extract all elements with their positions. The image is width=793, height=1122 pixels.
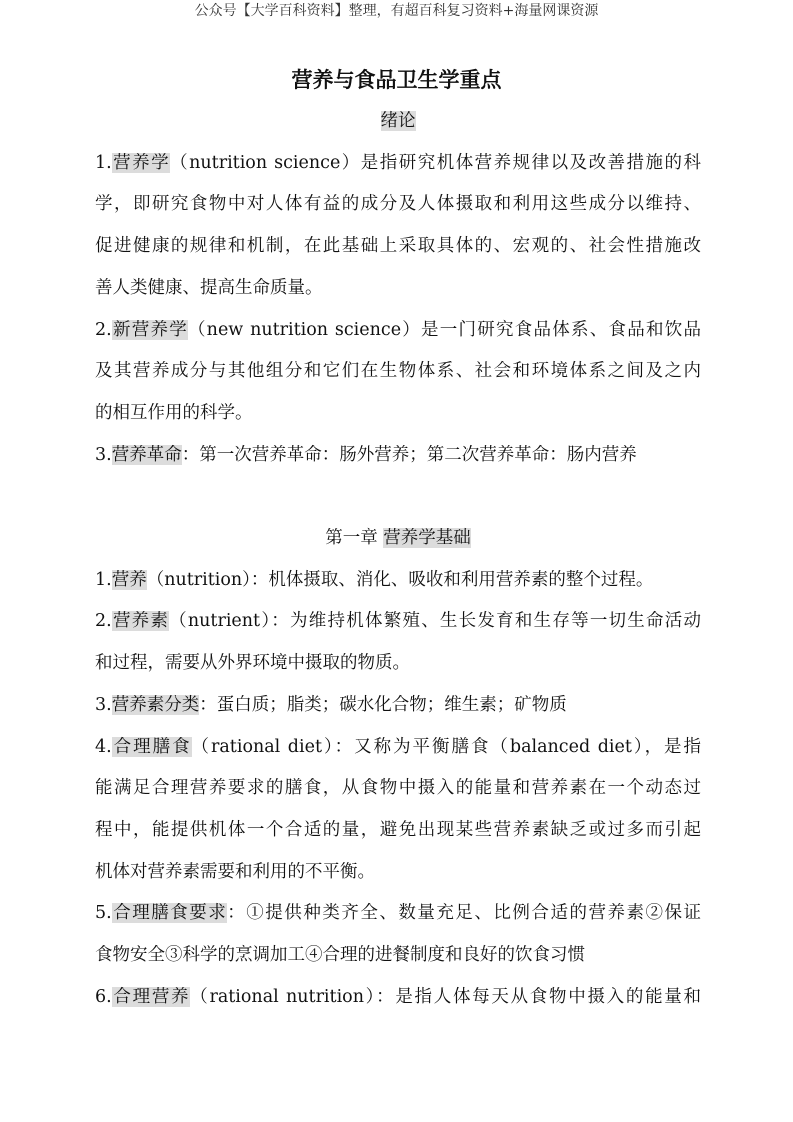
item-term: 营养素: [111, 611, 170, 632]
item-text: （nutrition）：机体摄取、消化、吸收和利用营养素的整个过程。: [146, 569, 654, 590]
item-text: 善人类健康、提高生命质量。: [95, 277, 323, 298]
item-number: 2.: [95, 611, 112, 632]
item-text: ：①提供种类齐全、数量充足、比例合适的营养素②保证: [227, 903, 702, 924]
intro-item-1: [95, 143, 701, 310]
item-number: 4.: [95, 736, 112, 757]
item-text: （nutrient）：为维持机体繁殖、生长发育和生存等一切生命活动: [169, 611, 702, 632]
chapter-item-4: [95, 727, 701, 894]
item-term: 营养学: [111, 152, 171, 173]
item-text: 食物安全③科学的烹调加工④合理的进餐制度和良好的饮食习惯: [95, 945, 585, 966]
item-term: 合理营养: [111, 986, 191, 1007]
item-text: （rational diet）：又称为平衡膳食（balanced diet），是指: [191, 736, 701, 757]
item-text: 机体对营养素需要和利用的不平衡。: [95, 861, 375, 882]
item-text: （nutrition science）是指研究机体营养规律以及改善措施的科: [170, 152, 701, 173]
item-number: 5.: [95, 903, 112, 924]
item-text: 和过程，需要从外界环境中摄取的物质。: [95, 653, 410, 674]
chapter-item-6: [95, 977, 701, 1019]
chapter-item-2: [95, 601, 701, 684]
chapter-item-5: [95, 893, 701, 976]
item-text: （rational nutrition）：是指人体每天从食物中摄入的能量和: [190, 986, 701, 1007]
item-number: 1.: [95, 569, 112, 590]
item-text: ：第一次营养革命：肠外营养；第二次营养革命：肠内营养: [181, 444, 637, 465]
item-text: 学，即研究食物中对人体有益的成分及人体摄取和利用这些成分以维持、: [95, 194, 701, 215]
item-text: ：蛋白质；脂类；碳水化合物；维生素；矿物质: [199, 694, 567, 715]
item-text: 程中，能提供机体一个合适的量，避免出现某些营养素缺乏或过多而引起: [95, 819, 701, 840]
item-number: 3.: [95, 444, 112, 465]
document-body: [95, 101, 701, 1018]
item-number: 6.: [95, 986, 112, 1007]
item-number: 1.: [95, 152, 112, 173]
item-text: 促进健康的规律和机制，在此基础上采取具体的、宏观的、社会性措施改: [95, 236, 701, 257]
item-term: 营养革命: [111, 444, 182, 465]
item-number: 2.: [95, 319, 112, 340]
intro-item-2: [95, 310, 701, 435]
item-text: 能满足合理营养要求的膳食，从食物中摄入的能量和营养素在一个动态过: [95, 778, 701, 799]
chapter-item-1: [95, 560, 701, 602]
chapter-item-3: [95, 685, 701, 727]
section-heading-text: 绪论: [380, 111, 416, 131]
item-text: （new nutrition science）是一门研究食品体系、食品和饮品: [187, 319, 701, 340]
intro-item-3: [95, 435, 701, 477]
chapter-title: 营养学基础: [383, 528, 471, 549]
item-number: 3.: [95, 694, 112, 715]
item-term: 合理膳食要求: [111, 903, 228, 924]
item-term: 营养素分类: [111, 694, 200, 715]
item-term: 合理膳食: [111, 736, 192, 757]
item-term: 新营养学: [111, 319, 188, 340]
item-term: 营养: [111, 569, 147, 590]
document-title: 营养与食品卫生学重点: [291, 68, 502, 92]
section-heading-intro: [95, 101, 701, 143]
item-text: 及其营养成分与其他组分和它们在生物体系、社会和环境体系之间及之内: [95, 361, 701, 382]
item-text: 的相互作用的科学。: [95, 402, 253, 423]
chapter-heading: [95, 518, 701, 560]
page-header-watermark: 公众号【大学百科资料】整理，有超百科复习资料+海量网课资源: [194, 3, 599, 19]
chapter-prefix: 第一章: [325, 528, 384, 549]
